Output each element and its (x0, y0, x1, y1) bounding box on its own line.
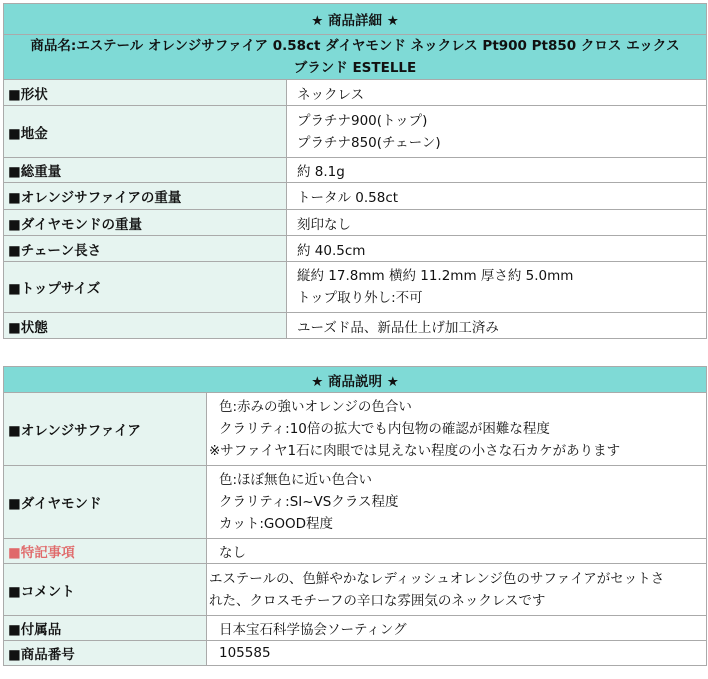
table-row (4, 183, 707, 210)
value-line: クラリティ:SI~VSクラス程度 (219, 494, 399, 510)
value-line: エステールの、色鮮やかなレディッシュオレンジ色のサファイアがセットさ (209, 570, 665, 587)
table-row (4, 210, 707, 236)
table-row (4, 313, 707, 339)
details-header (4, 4, 707, 35)
table-row (4, 80, 707, 106)
product-details-table (3, 3, 707, 339)
row-value: トータル 0.58ct (287, 183, 707, 210)
row-label-special: ■特記事項 (4, 539, 207, 564)
details-header-text: ★ 商品詳細 ★ (311, 13, 399, 29)
table-row (4, 616, 707, 641)
row-label: ■付属品 (4, 616, 207, 641)
row-label: ■チェーン長さ (4, 236, 287, 262)
description-header (4, 367, 707, 393)
row-label: ■状態 (4, 313, 287, 339)
value-line: 色:赤みの強いオレンジの色合い (219, 399, 412, 415)
row-label: ■トップサイズ (4, 262, 287, 313)
table-row (4, 641, 707, 666)
row-label: ■ダイヤモンドの重量 (4, 210, 287, 236)
row-value: 約 8.1g (287, 158, 707, 183)
table-row (4, 539, 707, 564)
row-value (207, 466, 707, 539)
table-row (4, 236, 707, 262)
product-name-cell (4, 35, 707, 80)
value-line: プラチナ850(チェーン) (297, 134, 441, 151)
value-line: プラチナ900(トップ) (297, 112, 428, 129)
row-value: ユーズド品、新品仕上げ加工済み (287, 313, 707, 339)
row-label: ■地金 (4, 106, 287, 158)
row-value (207, 393, 707, 466)
table-row (4, 106, 707, 158)
value-line: ※サファイヤ1石に肉眼では見えない程度の小さな石カケがあります (209, 443, 621, 459)
table-row (4, 564, 707, 616)
row-label: ■オレンジサファイア (4, 393, 207, 466)
product-brand-line: ブランド ESTELLE (293, 60, 417, 76)
value-line: トップ取り外し:不可 (297, 290, 423, 306)
row-label: ■オレンジサファイアの重量 (4, 183, 287, 210)
value-line: カット:GOOD程度 (219, 516, 334, 532)
row-value: なし (207, 539, 707, 564)
row-value: 刻印なし (287, 210, 707, 236)
row-value: 105585 (207, 641, 707, 666)
product-description-table (3, 366, 707, 666)
table-row (4, 393, 707, 466)
value-line: れた、クロスモチーフの辛口な雰囲気のネックレスです (209, 592, 546, 609)
row-label: ■総重量 (4, 158, 287, 183)
row-value (287, 106, 707, 158)
row-value: ネックレス (287, 80, 707, 106)
table-row (4, 158, 707, 183)
row-value (287, 262, 707, 313)
product-name-line: 商品名:エステール オレンジサファイア 0.58ct ダイヤモンド ネックレス Pt900 Pt850 クロス エックス (30, 38, 680, 54)
description-header-text: ★ 商品説明 ★ (311, 373, 399, 390)
row-value: 約 40.5cm (287, 236, 707, 262)
table-row (4, 466, 707, 539)
table-row (4, 262, 707, 313)
value-line: クラリティ:10倍の拡大でも内包物の確認が困難な程度 (219, 421, 550, 437)
row-value: 日本宝石科学協会ソーティング (207, 616, 707, 641)
value-line: 縦約 17.8mm 横約 11.2mm 厚さ約 5.0mm (297, 268, 574, 284)
value-line: 色:ほぼ無色に近い色合い (219, 472, 373, 488)
row-label: ■形状 (4, 80, 287, 106)
row-label: ■商品番号 (4, 641, 207, 666)
row-value (207, 564, 707, 616)
row-label: ■コメント (4, 564, 207, 616)
row-label: ■ダイヤモンド (4, 466, 207, 539)
